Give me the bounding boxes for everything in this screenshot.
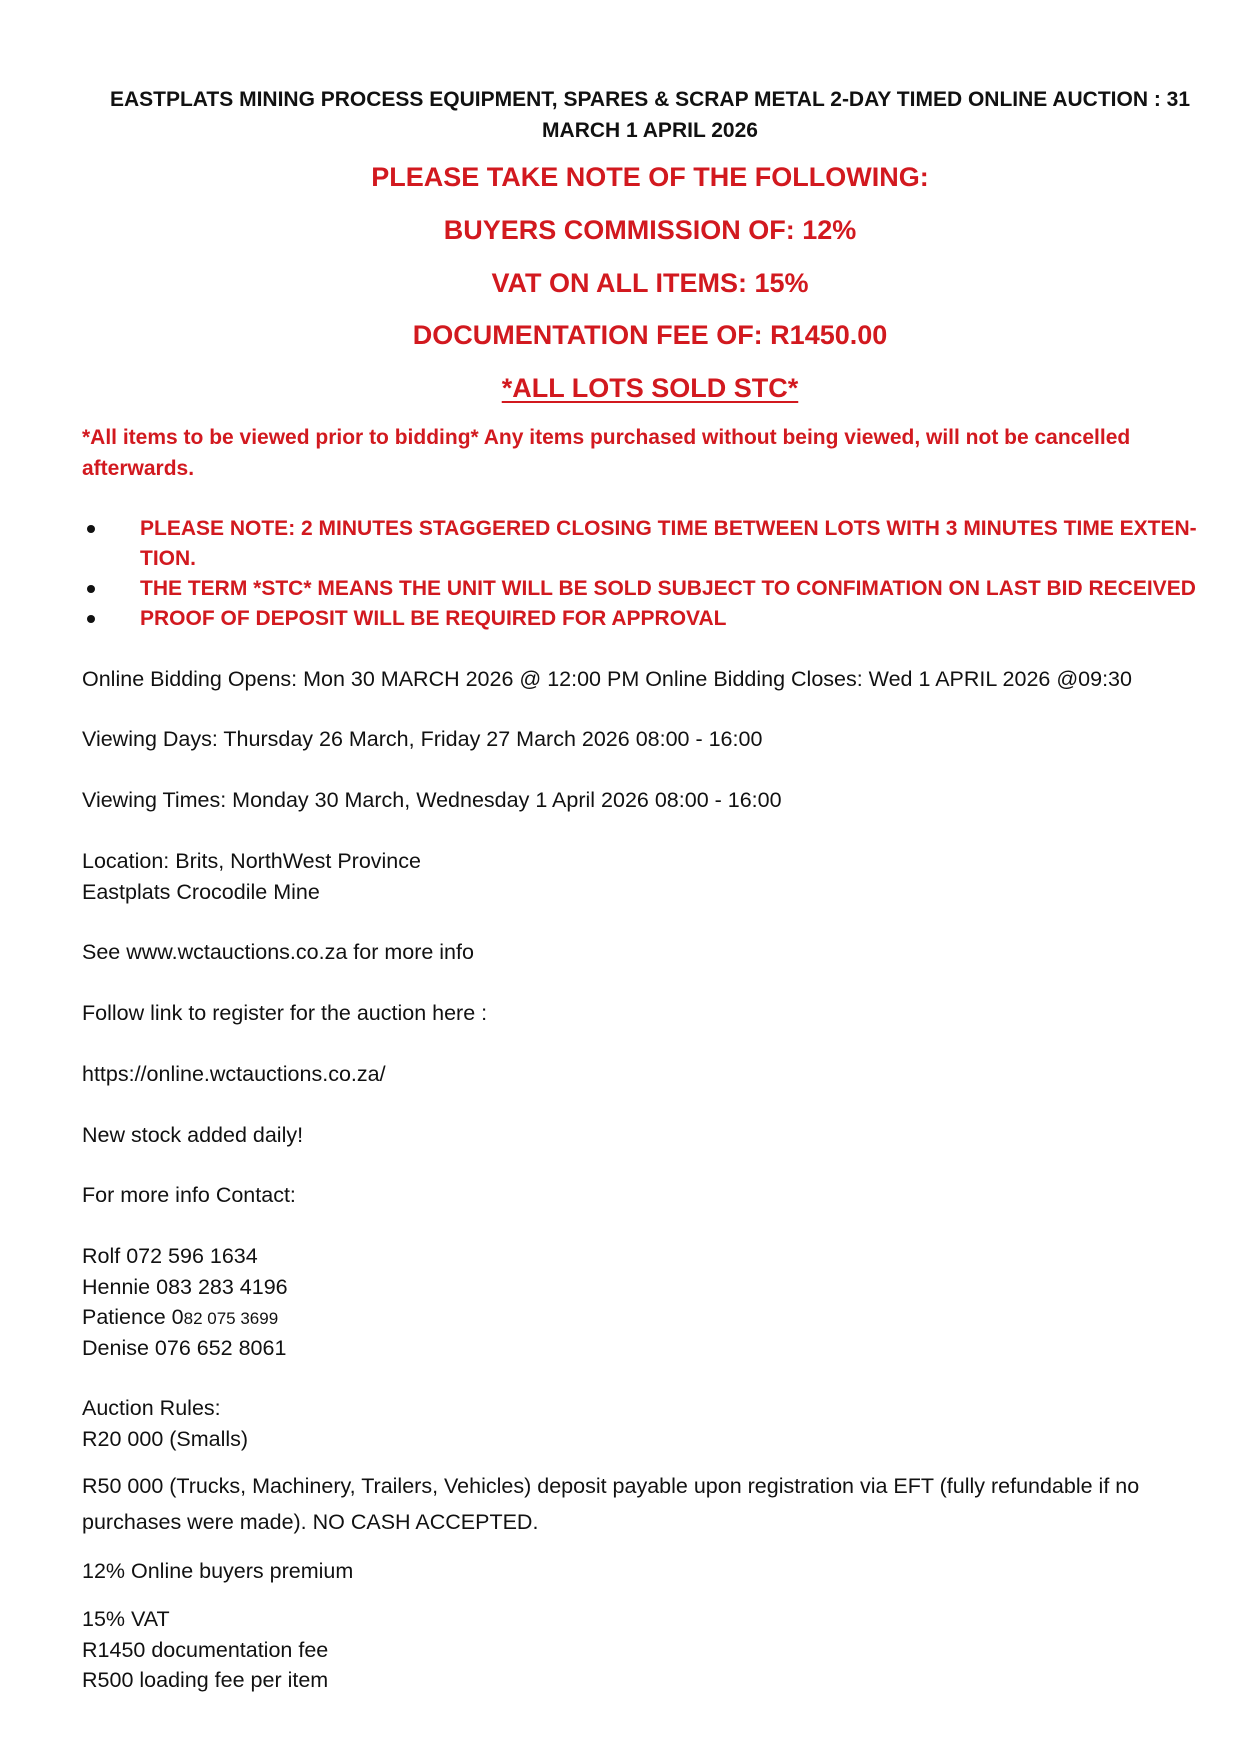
bidding-times: Online Bidding Opens: Mon 30 MARCH 2026 @ 12:00 PM Online Bidding Closes: Wed 1 APRIL 2026 @09:30 xyxy=(82,667,1132,691)
rule-vat: 15% VAT xyxy=(82,1607,170,1631)
rule-documentation-fee: R1450 documentation fee xyxy=(82,1638,329,1662)
contact-hennie: Hennie 083 283 4196 xyxy=(82,1275,288,1299)
bullet-dot-icon xyxy=(87,525,95,533)
bullet-line-2: TION. xyxy=(140,547,196,570)
bullet-item-stc-term xyxy=(140,574,1200,604)
title-line-1: EASTPLATS MINING PROCESS EQUIPMENT, SPARES & SCRAP METAL 2-DAY TIMED ONLINE AUCTION : 31 xyxy=(109,88,1191,111)
bullet-dot-icon xyxy=(87,585,95,593)
bullet-line-1: PROOF OF DEPOSIT WILL BE REQUIRED FOR APPROVAL xyxy=(140,607,727,630)
rule-loading-fee: R500 loading fee per item xyxy=(82,1668,329,1692)
rule-buyers-premium: 12% Online buyers premium xyxy=(82,1559,354,1583)
bullet-dot-icon xyxy=(87,615,95,623)
contact-patience-number: 82 075 3699 xyxy=(183,1309,279,1328)
register-link[interactable]: https://online.wctauctions.co.za/ xyxy=(82,1062,386,1086)
contact-heading: For more info Contact: xyxy=(82,1183,296,1207)
take-note-heading: PLEASE TAKE NOTE OF THE FOLLOWING: xyxy=(371,162,929,192)
title-line-2: MARCH 1 APRIL 2026 xyxy=(542,119,758,142)
rule-smalls-deposit: R20 000 (Smalls) xyxy=(82,1427,249,1451)
contact-denise: Denise 076 652 8061 xyxy=(82,1336,287,1360)
commission-notice: BUYERS COMMISSION OF: 12% xyxy=(443,215,857,245)
bullet-line-1: PLEASE NOTE: 2 MINUTES STAGGERED CLOSING TIME BETWEEN LOTS WITH 3 MINUTES TIME EXTEN- xyxy=(140,517,1197,540)
new-stock-text: New stock added daily! xyxy=(82,1123,304,1147)
documentation-fee-notice: DOCUMENTATION FEE OF: R1450.00 xyxy=(412,320,888,350)
location-line-2: Eastplats Crocodile Mine xyxy=(82,880,320,904)
viewing-warning xyxy=(82,422,1202,484)
stc-notice xyxy=(150,371,1150,405)
contact-rolf: Rolf 072 596 1634 xyxy=(82,1244,258,1268)
stc-notice-text: *ALL LOTS SOLD STC* xyxy=(501,373,799,403)
rule-vehicle-deposit-line-2: purchases were made). NO CASH ACCEPTED. xyxy=(82,1510,539,1534)
viewing-times: Viewing Times: Monday 30 March, Wednesday 1 April 2026 08:00 - 16:00 xyxy=(82,788,782,812)
viewing-warning-line-2: afterwards. xyxy=(82,457,195,480)
page-title xyxy=(100,84,1200,146)
vat-notice: VAT ON ALL ITEMS: 15% xyxy=(491,268,809,298)
bullet-item-staggered-closing xyxy=(140,514,1200,574)
contact-patience-prefix: Patience 0 xyxy=(82,1305,184,1329)
rules-heading: Auction Rules: xyxy=(82,1396,221,1420)
bullet-item-proof-of-deposit xyxy=(140,604,1200,634)
location-line-1: Location: Brits, NorthWest Province xyxy=(82,849,421,873)
follow-link-text: Follow link to register for the auction here : xyxy=(82,1001,488,1025)
contact-patience xyxy=(82,1302,1212,1334)
viewing-warning-line-1: *All items to be viewed prior to bidding* Any items purchased without being viewed, will not be cancelled xyxy=(82,426,1131,449)
bullet-line-1: THE TERM *STC* MEANS THE UNIT WILL BE SOLD SUBJECT TO CONFIMATION ON LAST BID RECEIVED xyxy=(140,577,1196,600)
rule-vehicle-deposit-line-1: R50 000 (Trucks, Machinery, Trailers, Vehicles) deposit payable upon registration via EFT (fully refundable if no xyxy=(82,1474,1140,1498)
viewing-days: Viewing Days: Thursday 26 March, Friday 27 March 2026 08:00 - 16:00 xyxy=(82,727,763,751)
see-info: See www.wctauctions.co.za for more info xyxy=(82,940,474,964)
